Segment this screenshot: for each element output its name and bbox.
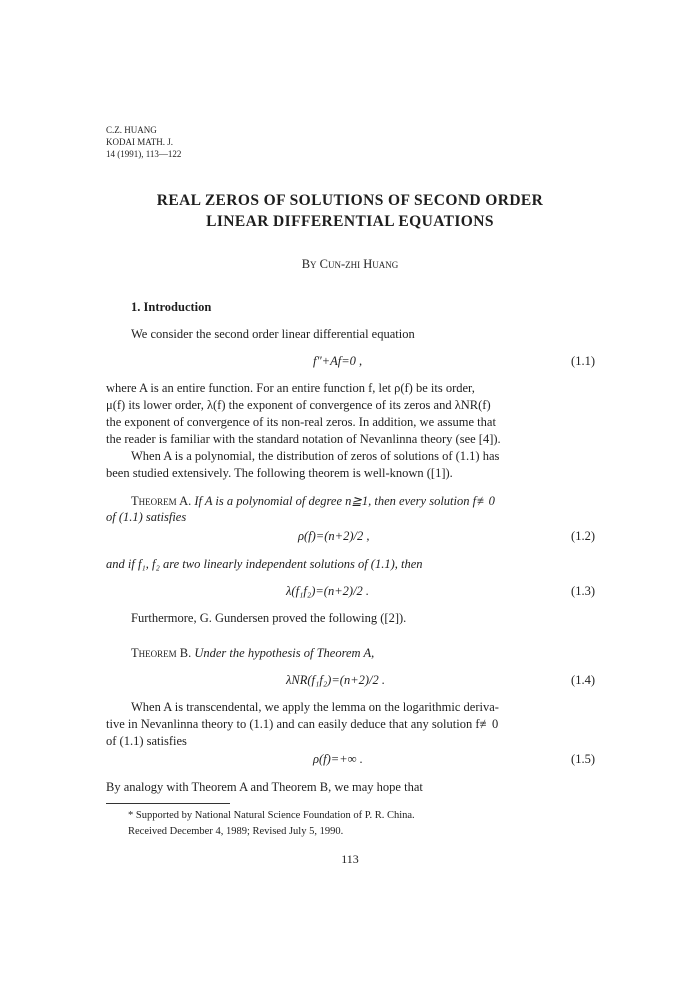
equation-1-2: ρ(f)=(n+2)/2 , xyxy=(298,529,370,543)
para2-line-2: tive in Nevanlinna theory to (1.1) and can easily deduce that any solution f≢0 xyxy=(106,717,499,731)
equation-number-1-2: (1.2) xyxy=(571,529,595,543)
para2-line-3: of (1.1) satisfies xyxy=(106,734,187,748)
para1-line-5: When A is a polynomial, the distribution of zeros of solutions of (1.1) has xyxy=(131,449,500,463)
gundersen-sentence: Furthermore, G. Gundersen proved the following ([2]). xyxy=(131,611,407,625)
paper-title-line-1: REAL ZEROS OF SOLUTIONS OF SECOND ORDER xyxy=(156,192,544,209)
paper-title-line-2: LINEAR DIFFERENTIAL EQUATIONS xyxy=(206,213,494,230)
para1-line-3: the exponent of convergence of its non-real zeros. In addition, we assume that xyxy=(106,415,496,429)
theorem-a-statement: If A is a polynomial of degree n≧1, then every solution f≢0 xyxy=(194,494,495,508)
equation-number-1-5: (1.5) xyxy=(571,752,595,766)
footnote-dates: Received December 4, 1989; Revised July 5, 1990. xyxy=(128,826,344,837)
para2-line-1: When A is transcendental, we apply the lemma on the logarithmic deriva- xyxy=(131,700,499,714)
equation-number-1-4: (1.4) xyxy=(571,673,595,687)
para1-line-2: μ(f) its lower order, λ(f) the exponent of convergence of its zeros and λNR(f) xyxy=(106,398,491,412)
footnote-funding: * Supported by National Natural Science Foundation of P. R. China. xyxy=(128,810,415,821)
theorem-b-label: Theorem B. xyxy=(131,646,192,660)
para1-line-1: where A is an entire function. For an entire function f, let ρ(f) be its order, xyxy=(106,381,475,395)
theorem-a-line-1 xyxy=(131,493,495,509)
intro-sentence: We consider the second order linear differential equation xyxy=(131,327,415,341)
para1-line-4: the reader is familiar with the standard notation of Nevanlinna theory (see [4]). xyxy=(106,432,501,446)
para1-line-6: been studied extensively. The following theorem is well-known ([1]). xyxy=(106,466,453,480)
theorem-a-label: Theorem A. xyxy=(131,494,192,508)
equation-number-1-1: (1.1) xyxy=(571,354,595,368)
author-name: Cun-zhi Huang xyxy=(319,257,399,271)
equation-1-1: f″+Af=0 , xyxy=(313,354,363,368)
header-volume-pages: 14 (1991), 113—122 xyxy=(106,149,182,159)
theorem-b-line xyxy=(131,646,374,661)
theorem-b-statement: Under the hypothesis of Theorem A, xyxy=(194,646,375,660)
theorem-a-line-2: of (1.1) satisfies xyxy=(106,510,187,524)
theorem-a-line-3: and if f₁, f₂ are two linearly independent solutions of (1.1), then xyxy=(106,557,423,571)
equation-1-4: λNR(f₁f₂)=(n+2)/2 . xyxy=(286,673,386,687)
author-byline xyxy=(0,257,700,272)
equation-1-3: λ(f₁f₂)=(n+2)/2 . xyxy=(286,584,370,598)
closing-sentence: By analogy with Theorem A and Theorem B, we may hope that xyxy=(106,780,423,794)
page-number: 113 xyxy=(341,852,359,866)
equation-number-1-3: (1.3) xyxy=(571,584,595,598)
header-author: C.Z. HUANG xyxy=(106,125,157,135)
footnote-divider xyxy=(106,803,230,804)
header-journal: KODAI MATH. J. xyxy=(106,137,173,147)
by-word: By xyxy=(301,257,317,271)
section-heading: 1. Introduction xyxy=(131,300,212,314)
equation-1-5: ρ(f)=+∞ . xyxy=(313,752,363,766)
